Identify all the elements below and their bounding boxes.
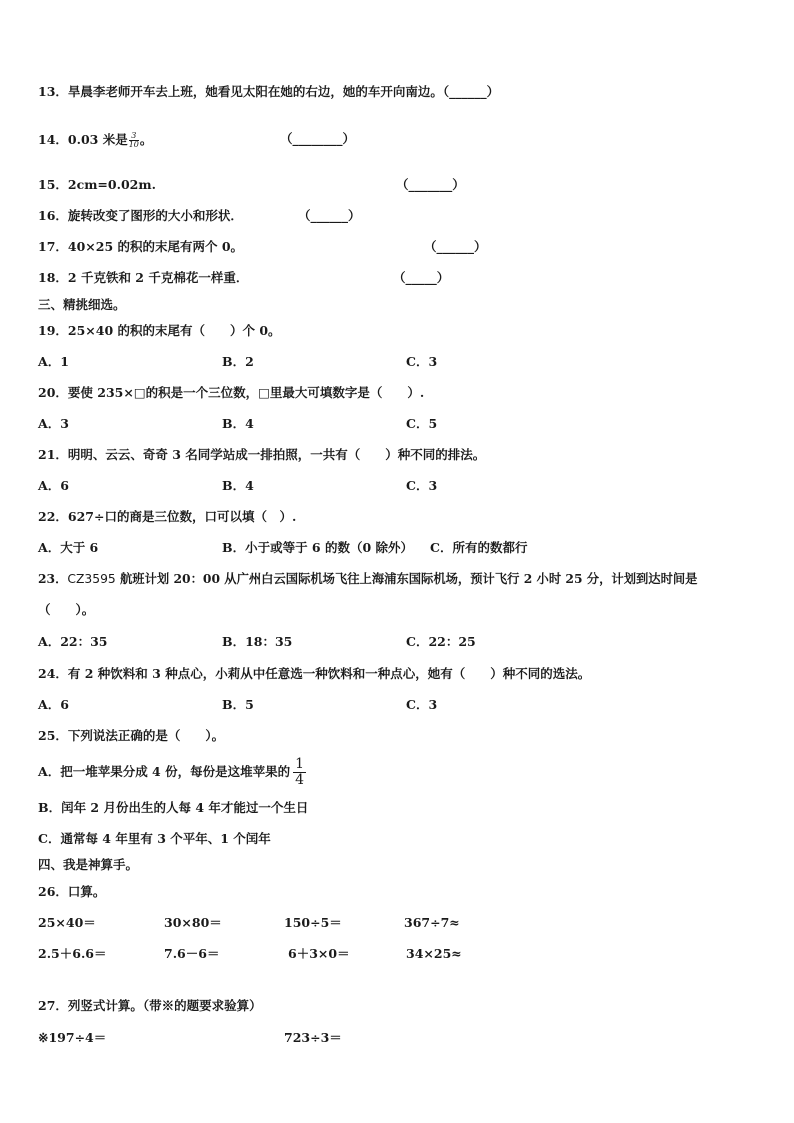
question-23: 23．CZ3595 航班计划 20：00 从广州白云国际机场飞往上海浦东国际机场，预计飞行 2 小时 25 分，计划到达时间是 bbox=[38, 571, 698, 586]
question-25: 25．下列说法正确的是（ ）。 bbox=[38, 728, 225, 743]
question-26: 26．口算。 bbox=[38, 884, 106, 899]
option-b[interactable]: B．小于或等于 6 的数（0 除外） bbox=[222, 540, 414, 555]
option-a[interactable]: A．把一堆苹果分成 4 份，每份是这堆苹果的 $\frac{1}{4}$ bbox=[38, 756, 305, 788]
question-13 bbox=[38, 84, 499, 100]
question-24: 24．有 2 种饮料和 3 种点心，小莉从中任意选一种饮料和一种点心，她有（ ）种不同的选法。 bbox=[38, 666, 591, 681]
question-text: 14．0.03 米是 bbox=[38, 132, 128, 147]
answer-blank[interactable]: （_____） bbox=[393, 270, 450, 285]
answer-blank[interactable]: （______） bbox=[298, 208, 361, 223]
answer-blank[interactable]: （_______） bbox=[396, 177, 465, 192]
mental-calc: 367÷7≈ bbox=[404, 915, 460, 930]
option-c[interactable]: C．3 bbox=[406, 478, 438, 493]
option-a[interactable]: A．22：35 bbox=[38, 634, 108, 649]
question-text: 16．旋转改变了图形的大小和形状． bbox=[38, 208, 243, 223]
fraction: $\frac{3}{10}$ bbox=[128, 131, 139, 149]
option-b[interactable]: B．18：35 bbox=[222, 634, 293, 649]
question-21: 21．明明、云云、奇奇 3 名同学站成一排拍照，一共有（ ）种不同的排法。 bbox=[38, 447, 486, 462]
mental-calc: 150÷5＝ bbox=[284, 915, 342, 930]
mental-calc: 7.6－6＝ bbox=[164, 946, 220, 961]
answer-blank[interactable]: （______） bbox=[424, 239, 487, 254]
option-a[interactable]: A．1 bbox=[38, 354, 69, 369]
vertical-calc: 723÷3＝ bbox=[284, 1030, 342, 1045]
option-b[interactable]: B．4 bbox=[222, 416, 254, 431]
question-text: 13．旱晨李老师开车去上班，她看见太阳在她的右边，她的车开向南边。 bbox=[38, 84, 443, 99]
question-15 bbox=[38, 177, 156, 193]
question-27: 27．列竖式计算。（带※的题要求验算） bbox=[38, 998, 262, 1013]
section-heading: 三、精挑细选。 bbox=[38, 297, 126, 312]
fraction: $\frac{1}{4}$ bbox=[295, 756, 305, 788]
mental-calc: 6＋3×0＝ bbox=[288, 946, 350, 961]
question-text: 18．2 千克铁和 2 千克棉花一样重． bbox=[38, 270, 249, 285]
question-text: 15．2cm=0.02m. bbox=[38, 177, 156, 192]
mental-calc: 30×80＝ bbox=[164, 915, 222, 930]
question-17 bbox=[38, 239, 243, 255]
vertical-calc: ※197÷4＝ bbox=[38, 1030, 107, 1045]
question-14: 14．0.03 米是 $\frac{3}{10}$ 。 bbox=[38, 131, 153, 149]
option-c[interactable]: C．通常每 4 年里有 3 个平年、1 个闰年 bbox=[38, 831, 271, 846]
option-c[interactable]: C．3 bbox=[406, 354, 438, 369]
question-16 bbox=[38, 208, 243, 224]
option-b[interactable]: B．5 bbox=[222, 697, 254, 712]
option-b[interactable]: B．4 bbox=[222, 478, 254, 493]
option-c[interactable]: C．3 bbox=[406, 697, 438, 712]
option-a[interactable]: A．3 bbox=[38, 416, 69, 431]
option-b[interactable]: B．2 bbox=[222, 354, 254, 369]
answer-blank[interactable]: （________） bbox=[280, 131, 356, 146]
option-c[interactable]: C．5 bbox=[406, 416, 438, 431]
option-a[interactable]: A．6 bbox=[38, 697, 69, 712]
question-23-line2: （ ）。 bbox=[38, 602, 95, 617]
answer-blank[interactable]: （______） bbox=[442, 84, 500, 99]
section-heading: 四、我是神算手。 bbox=[38, 857, 139, 872]
question-text: 17．40×25 的积的末尾有两个 0。 bbox=[38, 239, 244, 254]
option-c[interactable]: C．所有的数都行 bbox=[430, 540, 528, 555]
option-a[interactable]: A．大于 6 bbox=[38, 540, 99, 555]
question-22: 22．627÷口的商是三位数，口可以填（ ）. bbox=[38, 509, 297, 524]
option-c[interactable]: C．22：25 bbox=[406, 634, 476, 649]
mental-calc: 25×40＝ bbox=[38, 915, 96, 930]
question-18 bbox=[38, 270, 248, 286]
question-20: 20．要使 235×□的积是一个三位数，□里最大可填数字是（ ）. bbox=[38, 385, 425, 400]
mental-calc: 34×25≈ bbox=[406, 946, 462, 961]
mental-calc: 2.5＋6.6＝ bbox=[38, 946, 107, 961]
option-a[interactable]: A．6 bbox=[38, 478, 69, 493]
question-19: 19．25×40 的积的末尾有（ ）个 0。 bbox=[38, 323, 281, 338]
option-b[interactable]: B．闰年 2 月份出生的人每 4 年才能过一个生日 bbox=[38, 800, 309, 815]
flight-number: CZ3595 bbox=[67, 572, 116, 586]
